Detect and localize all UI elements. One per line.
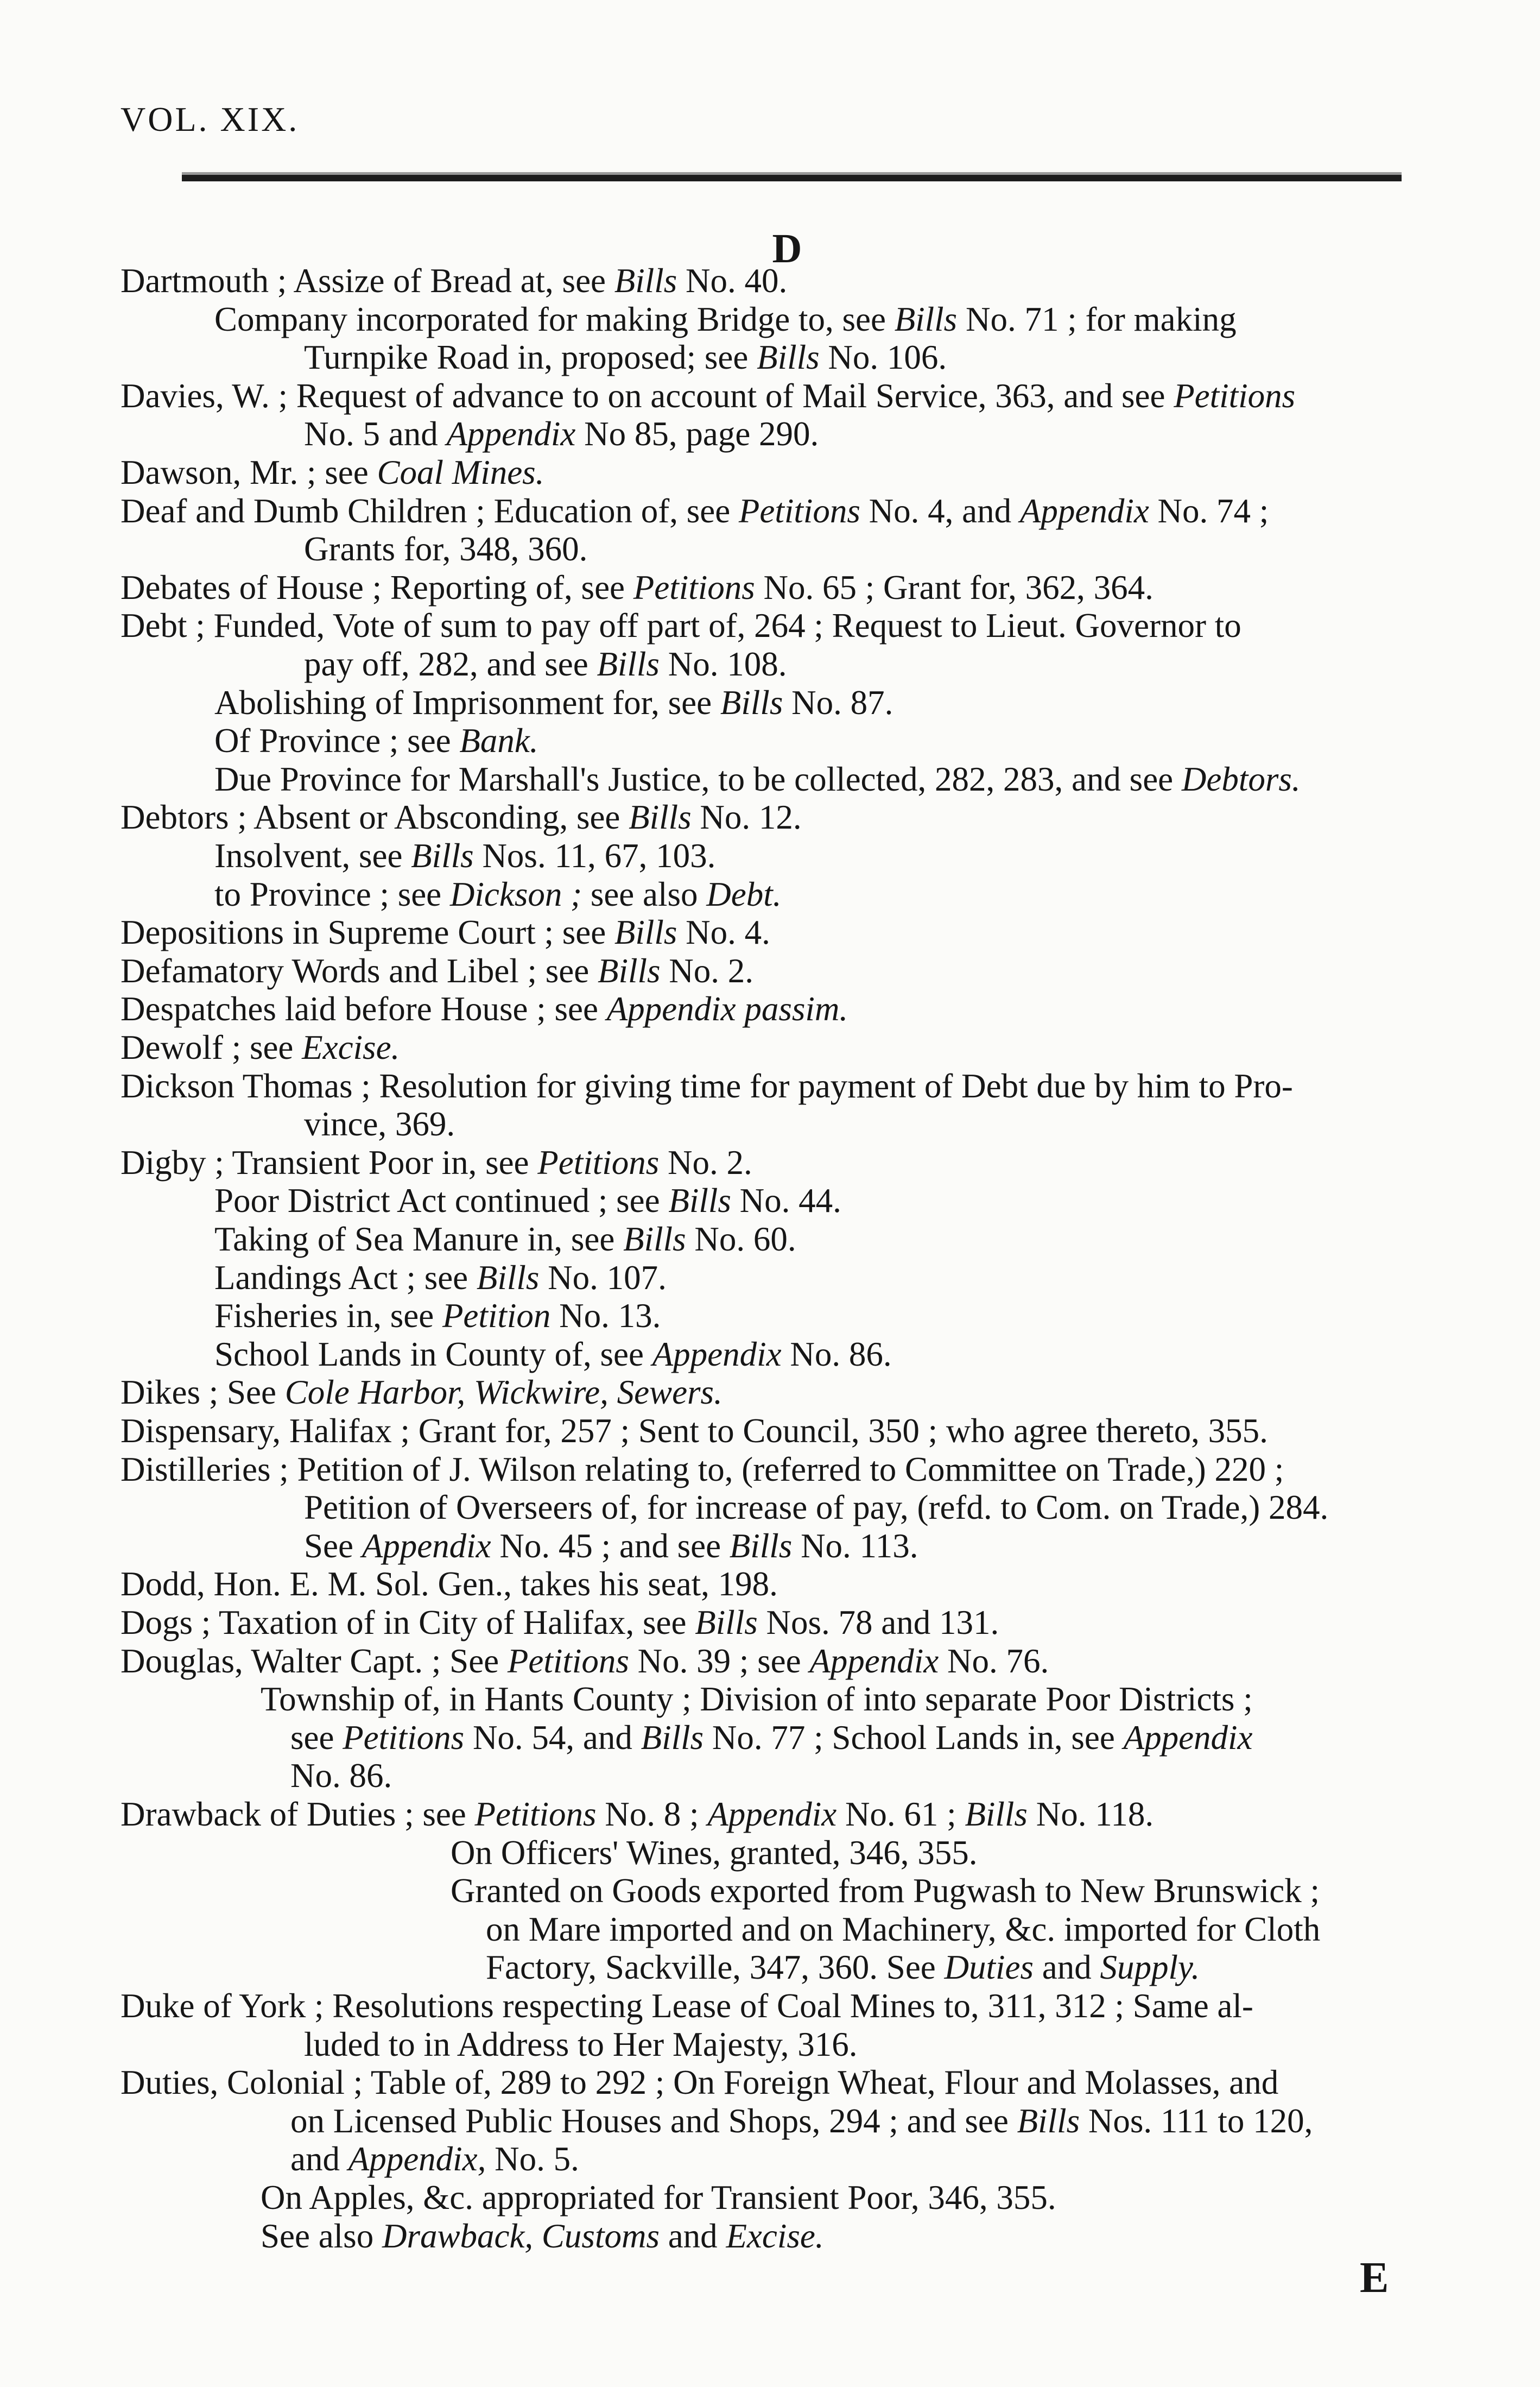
italic-reference: Bills	[598, 951, 661, 990]
entry-text: Grants for, 348, 360.	[304, 530, 588, 569]
index-entry-line	[121, 607, 1241, 645]
index-entry-line	[121, 1987, 1253, 2025]
index-entry-line	[214, 875, 781, 913]
entry-text: Davies, W. ; Request of advance to on account of Mail Service, 363, and see	[121, 376, 1174, 415]
entry-text: No. 54, and	[464, 1718, 641, 1757]
index-entry-line	[214, 300, 1237, 338]
entry-text: No. 107.	[539, 1258, 667, 1297]
index-entry-line	[304, 2025, 858, 2063]
entry-text: Nos. 111 to 120,	[1080, 2101, 1313, 2140]
italic-reference: Petitions	[1174, 376, 1296, 415]
entry-text: No. 2.	[659, 1143, 752, 1182]
entry-text: Debtors ; Absent or Absconding, see	[121, 798, 629, 837]
entry-text: Drawback of Duties ; see	[121, 1795, 475, 1833]
index-entry-line	[214, 1182, 841, 1220]
entry-text: No. 65 ; Grant for, 362, 364.	[755, 568, 1154, 607]
entry-text: On Officers' Wines, granted, 346, 355.	[451, 1833, 978, 1872]
entry-text: Dawson, Mr. ; see	[121, 453, 377, 491]
index-entry-line	[451, 1834, 978, 1872]
italic-reference: Petitions	[537, 1143, 660, 1182]
header-rule	[182, 175, 1402, 181]
index-entry-line	[451, 1872, 1320, 1910]
index-entry-line	[214, 1297, 661, 1335]
entry-text: No. 113.	[792, 1526, 918, 1565]
italic-reference: Bills	[614, 262, 677, 300]
index-entry-line	[121, 990, 848, 1028]
italic-reference: Bills	[894, 300, 958, 338]
italic-reference: Appendix	[1019, 491, 1149, 530]
italic-reference: Coal Mines.	[377, 453, 544, 491]
entry-text: vince, 369.	[304, 1105, 455, 1144]
index-entry-line	[214, 760, 1301, 798]
index-entry-line	[121, 1603, 999, 1641]
index-entry-line	[121, 262, 787, 300]
index-entry-line	[304, 338, 947, 376]
entry-text: Deaf and Dumb Children ; Education of, see	[121, 491, 739, 530]
entry-text: Landings Act ; see	[214, 1258, 477, 1297]
entry-text: Petition of Overseers of, for increase of pay, (refd. to Com. on Trade,) 284.	[304, 1488, 1329, 1527]
italic-reference: Appendix,	[348, 2140, 486, 2178]
italic-reference: Bills	[965, 1795, 1028, 1833]
entry-text: Township of, in Hants County ; Division of into separate Poor Districts ;	[261, 1680, 1253, 1719]
entry-text: No. 106.	[819, 338, 947, 377]
italic-reference: Appendix	[1123, 1718, 1253, 1757]
italic-reference: Supply.	[1100, 1948, 1200, 1987]
italic-reference: Excise.	[726, 2216, 824, 2255]
italic-reference: Petitions	[474, 1795, 597, 1833]
italic-reference: Appendix	[362, 1526, 491, 1565]
entry-text: Duke of York ; Resolutions respecting Lease of Coal Mines to, 311, 312 ; Same al-	[121, 1987, 1253, 2025]
entry-text: Douglas, Walter Capt. ; See	[121, 1641, 508, 1680]
entry-text: No. 45 ; and see	[491, 1526, 730, 1565]
italic-reference: Bills	[1017, 2101, 1080, 2140]
index-entry-line	[121, 569, 1154, 607]
entry-text: No. 71 ; for making	[957, 300, 1237, 338]
italic-reference: Bills	[629, 798, 692, 837]
next-section-letter: E	[1360, 2254, 1389, 2302]
entry-text: No. 86.	[290, 1757, 392, 1795]
italic-reference: Bank.	[459, 722, 538, 760]
italic-reference: Petitions	[343, 1718, 465, 1757]
entry-text: Digby ; Transient Poor in, see	[121, 1143, 538, 1182]
index-entry-line	[214, 1335, 892, 1373]
index-entry-line	[486, 1910, 1320, 1948]
index-entry-line	[304, 530, 587, 568]
entry-text: Nos. 78 and 131.	[757, 1603, 999, 1641]
volume-label: VOL. XIX.	[121, 100, 300, 138]
entry-text: No. 4.	[677, 913, 770, 952]
index-entry-line	[304, 1527, 918, 1565]
index-entry-line	[261, 2178, 1056, 2216]
entry-text: School Lands in County of, see	[214, 1335, 652, 1373]
entry-text: Depositions in Supreme Court ; see	[121, 913, 614, 952]
index-entry-line	[121, 1373, 723, 1411]
italic-reference: Bills	[729, 1526, 793, 1565]
italic-reference: Appendix passim.	[606, 990, 848, 1028]
index-entry-line	[121, 1795, 1154, 1833]
index-entry-line	[121, 798, 802, 836]
entry-text: Of Province ; see	[214, 722, 460, 760]
entry-text: Debates of House ; Reporting of, see	[121, 568, 633, 607]
entry-text: See also	[261, 2216, 382, 2255]
index-entry-line	[121, 952, 753, 990]
index-entry-line	[121, 1028, 400, 1066]
index-entry-line	[121, 1144, 752, 1182]
italic-reference: Dickson ;	[449, 875, 582, 913]
index-entry-line	[214, 1220, 796, 1258]
index-entry-line	[214, 722, 538, 760]
index-entry-line	[290, 1719, 1253, 1757]
italic-reference: Debtors.	[1181, 760, 1301, 798]
italic-reference: Petitions	[633, 568, 755, 607]
index-entry-line	[214, 837, 715, 875]
entry-text: Insolvent, see	[214, 837, 411, 875]
entry-text: Defamatory Words and Libel ; see	[121, 951, 598, 990]
italic-reference: Appendix	[446, 415, 576, 453]
entry-text: Poor District Act continued ; see	[214, 1182, 669, 1220]
entry-text: No 85, page 290.	[575, 415, 819, 453]
entry-text: Dartmouth ; Assize of Bread at, see	[121, 262, 614, 300]
entry-text: No. 86.	[781, 1335, 892, 1373]
entry-text: Dogs ; Taxation of in City of Halifax, see	[121, 1603, 695, 1641]
italic-reference: Bills	[411, 837, 474, 875]
italic-reference: Duties	[944, 1948, 1034, 1987]
entry-text: see	[290, 1718, 343, 1757]
entry-text: on Licensed Public Houses and Shops, 294 ; and see	[290, 2101, 1017, 2140]
entry-text: Taking of Sea Manure in, see	[214, 1220, 624, 1258]
index-entry-line	[304, 1488, 1328, 1526]
index-entry-line	[121, 1412, 1268, 1450]
italic-reference: Appendix	[652, 1335, 782, 1373]
entry-text: Dewolf ; see	[121, 1028, 302, 1066]
index-entry-line	[304, 415, 819, 453]
entry-text: Fisheries in, see	[214, 1297, 442, 1335]
entry-text: No. 87.	[783, 683, 893, 722]
italic-reference: Cole Harbor, Wickwire, Sewers.	[284, 1373, 723, 1412]
entry-text: and	[290, 2140, 348, 2178]
entry-text: Debt ; Funded, Vote of sum to pay off part of, 264 ; Request to Lieut. Governor to	[121, 607, 1241, 645]
italic-reference: Bills	[623, 1220, 686, 1258]
index-entry-line	[290, 2140, 579, 2178]
entry-text: No. 74 ;	[1149, 491, 1269, 530]
italic-reference: Petitions	[507, 1641, 629, 1680]
index-entry-line	[121, 1450, 1284, 1488]
entry-text: No. 39 ; see	[629, 1641, 810, 1680]
index-entry-line	[261, 2217, 824, 2255]
entry-text: No. 76.	[939, 1641, 1049, 1680]
italic-reference: Bills	[720, 683, 783, 722]
index-entry-line	[121, 2063, 1278, 2101]
italic-reference: Bills	[476, 1258, 540, 1297]
italic-reference: Petitions	[738, 491, 860, 530]
entry-text: No. 44.	[731, 1182, 841, 1220]
index-entry-line	[304, 645, 787, 683]
italic-reference: Appendix	[809, 1641, 939, 1680]
entry-text: No. 77 ; School Lands in, see	[704, 1718, 1124, 1757]
entry-text: Due Province for Marshall's Justice, to be collected, 282, 283, and see	[214, 760, 1182, 798]
entry-text: Abolishing of Imprisonment for, see	[214, 683, 720, 722]
italic-reference: Bills	[757, 338, 820, 377]
entry-text: No. 12.	[691, 798, 802, 837]
index-entry-line	[290, 2102, 1313, 2140]
entry-text: No. 61 ;	[836, 1795, 965, 1833]
entry-text: See	[304, 1526, 362, 1565]
index-entry-line	[121, 377, 1295, 415]
entry-text: Nos. 11, 67, 103.	[473, 837, 716, 875]
index-entry-line	[121, 1642, 1049, 1680]
entry-text: Dispensary, Halifax ; Grant for, 257 ; Sent to Council, 350 ; who agree thereto, 355.	[121, 1412, 1268, 1450]
index-entry-line	[261, 1680, 1253, 1718]
section-letter: D	[772, 226, 802, 271]
entry-text: Dikes ; See	[121, 1373, 285, 1412]
italic-reference: Drawback, Customs	[382, 2216, 660, 2255]
entry-text: No. 4, and	[860, 491, 1020, 530]
index-entry-line	[121, 492, 1269, 530]
index-entry-line	[121, 913, 770, 951]
entry-text: to Province ; see	[214, 875, 450, 913]
italic-reference: Bills	[695, 1603, 758, 1641]
index-entry-line	[214, 1259, 667, 1297]
entry-text: Dickson Thomas ; Resolution for giving time for payment of Debt due by him to Pro-	[121, 1066, 1293, 1105]
index-entry-line	[121, 453, 544, 491]
index-entry-line	[214, 684, 893, 722]
entry-text: No. 13.	[550, 1297, 661, 1335]
entry-text: Company incorporated for making Bridge to, see	[214, 300, 895, 338]
italic-reference: Debt.	[706, 875, 782, 913]
italic-reference: Appendix	[707, 1795, 837, 1833]
entry-text: No. 108.	[659, 645, 787, 683]
entry-text: Distilleries ; Petition of J. Wilson relating to, (referred to Committee on Trade,) 220 ;	[121, 1450, 1284, 1488]
entry-text: On Apples, &c. appropriated for Transient Poor, 346, 355.	[261, 2178, 1056, 2216]
index-entry-line	[121, 1067, 1293, 1105]
entry-text: Factory, Sackville, 347, 360. See	[486, 1948, 945, 1987]
italic-reference: Bills	[641, 1718, 704, 1757]
italic-reference: Excise.	[302, 1028, 400, 1066]
entry-text: pay off, 282, and see	[304, 645, 597, 683]
entry-text: No. 5.	[486, 2140, 579, 2178]
entry-text: on Mare imported and on Machinery, &c. imported for Cloth	[486, 1910, 1321, 1948]
index-entry-line	[304, 1105, 455, 1143]
entry-text: and	[659, 2216, 726, 2255]
entry-text: No. 60.	[686, 1220, 796, 1258]
index-entry-line	[121, 1565, 778, 1603]
entry-text: Dodd, Hon. E. M. Sol. Gen., takes his seat, 198.	[121, 1565, 778, 1603]
italic-reference: Bills	[614, 913, 677, 952]
entry-text: No. 40.	[677, 262, 788, 300]
entry-text: No. 2.	[660, 951, 754, 990]
italic-reference: Bills	[668, 1182, 731, 1220]
entry-text: Turnpike Road in, proposed; see	[304, 338, 757, 377]
index-entry-line	[290, 1757, 392, 1795]
italic-reference: Petition	[442, 1297, 551, 1335]
entry-text: Granted on Goods exported from Pugwash to New Brunswick ;	[451, 1872, 1320, 1910]
index-entry-line	[486, 1948, 1200, 1986]
entry-text: No. 8 ;	[596, 1795, 708, 1833]
entry-text: No. 5 and	[304, 415, 447, 453]
entry-text: see also	[582, 875, 707, 913]
entry-text: Duties, Colonial ; Table of, 289 to 292 ; On Foreign Wheat, Flour and Molasses, and	[121, 2063, 1279, 2102]
entry-text: and	[1034, 1948, 1100, 1987]
entry-text: No. 118.	[1027, 1795, 1154, 1833]
italic-reference: Bills	[597, 645, 660, 683]
entry-text: luded to in Address to Her Majesty, 316.	[304, 2025, 858, 2063]
entry-text: Despatches laid before House ; see	[121, 990, 607, 1028]
